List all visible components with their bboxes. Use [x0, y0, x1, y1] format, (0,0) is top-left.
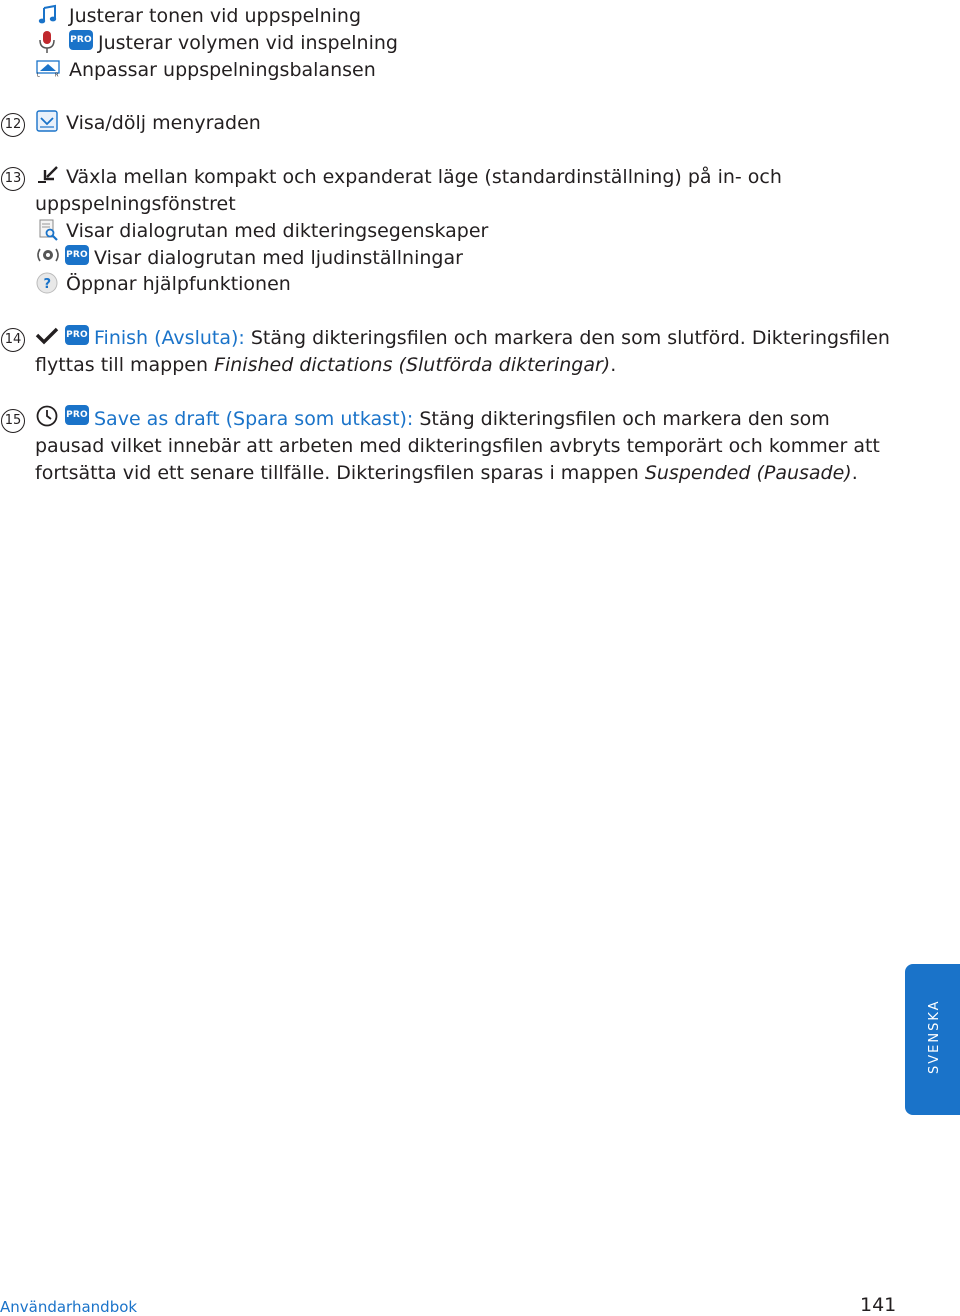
save-as-draft-label: Save as draft (Spara som utkast): — [94, 408, 414, 430]
tone-text: Justerar tonen vid uppspelning — [69, 5, 362, 27]
item-14-text: Stäng dikteringsfilen och markera den som slutförd. Dikteringsfilen flyttas till mappen — [35, 327, 890, 376]
item-13-line2: uppspelningsfönstret — [35, 193, 236, 215]
item-14-end: . — [610, 354, 617, 376]
finish-label: Finish (Avsluta): — [94, 327, 245, 349]
item-15-end: . — [851, 462, 858, 484]
item-15-text: Stäng dikteringsfilen och markera den som pausad vilket innebär att arbeten med dikteringsfilen avbryts temporärt och kommer att fortsätta vid ett senare tillfälle. Dikteringsfilen sparas i mappen — [35, 408, 880, 484]
item-number-13: 13 — [1, 167, 25, 191]
balance-text: Anpassar uppspelningsbalansen — [69, 59, 376, 81]
pro-badge-icon: PRO — [65, 325, 89, 345]
item-14-paragraph — [35, 325, 905, 379]
help-icon — [36, 272, 58, 294]
balance-icon — [36, 59, 60, 77]
menubar-toggle-icon — [36, 110, 58, 132]
page-number: 141 — [860, 1294, 897, 1316]
sound-settings-text: Visar dialogrutan med ljudinställningar — [94, 247, 463, 269]
item-12-text: Visa/dölj menyraden — [66, 112, 261, 134]
sound-settings-icon — [35, 245, 61, 265]
pro-badge-icon: PRO — [65, 405, 89, 425]
pro-badge-icon: PRO — [69, 30, 93, 50]
dictation-properties-text: Visar dialogrutan med dikteringsegenskaper — [66, 220, 489, 242]
item-number-12: 12 — [1, 113, 25, 137]
music-note-icon — [37, 4, 59, 26]
volume-text: Justerar volymen vid inspelning — [98, 32, 398, 54]
svg-text:L: L — [37, 72, 40, 77]
dictation-properties-icon — [37, 219, 59, 241]
language-tab-label: SVENSKA — [927, 999, 942, 1074]
compact-expand-icon — [36, 165, 60, 185]
microphone-icon — [38, 30, 56, 54]
svg-text:?: ? — [43, 277, 52, 292]
help-text: Öppnar hjälpfunktionen — [66, 273, 291, 295]
footer-manual-name: Användarhandbok — [0, 1298, 138, 1316]
finished-folder-name: Finished dictations (Slutförda dikteringar) — [214, 354, 611, 376]
item-number-14: 14 — [1, 328, 25, 352]
item-number-15: 15 — [1, 409, 25, 433]
pro-badge-icon: PRO — [65, 245, 89, 265]
svg-text:R: R — [55, 72, 59, 77]
suspended-folder-name: Suspended (Pausade) — [644, 462, 852, 484]
item-15-paragraph — [35, 406, 905, 487]
item-13-line1: Växla mellan kompakt och expanderat läge (standardinställning) på in- och — [66, 166, 782, 188]
